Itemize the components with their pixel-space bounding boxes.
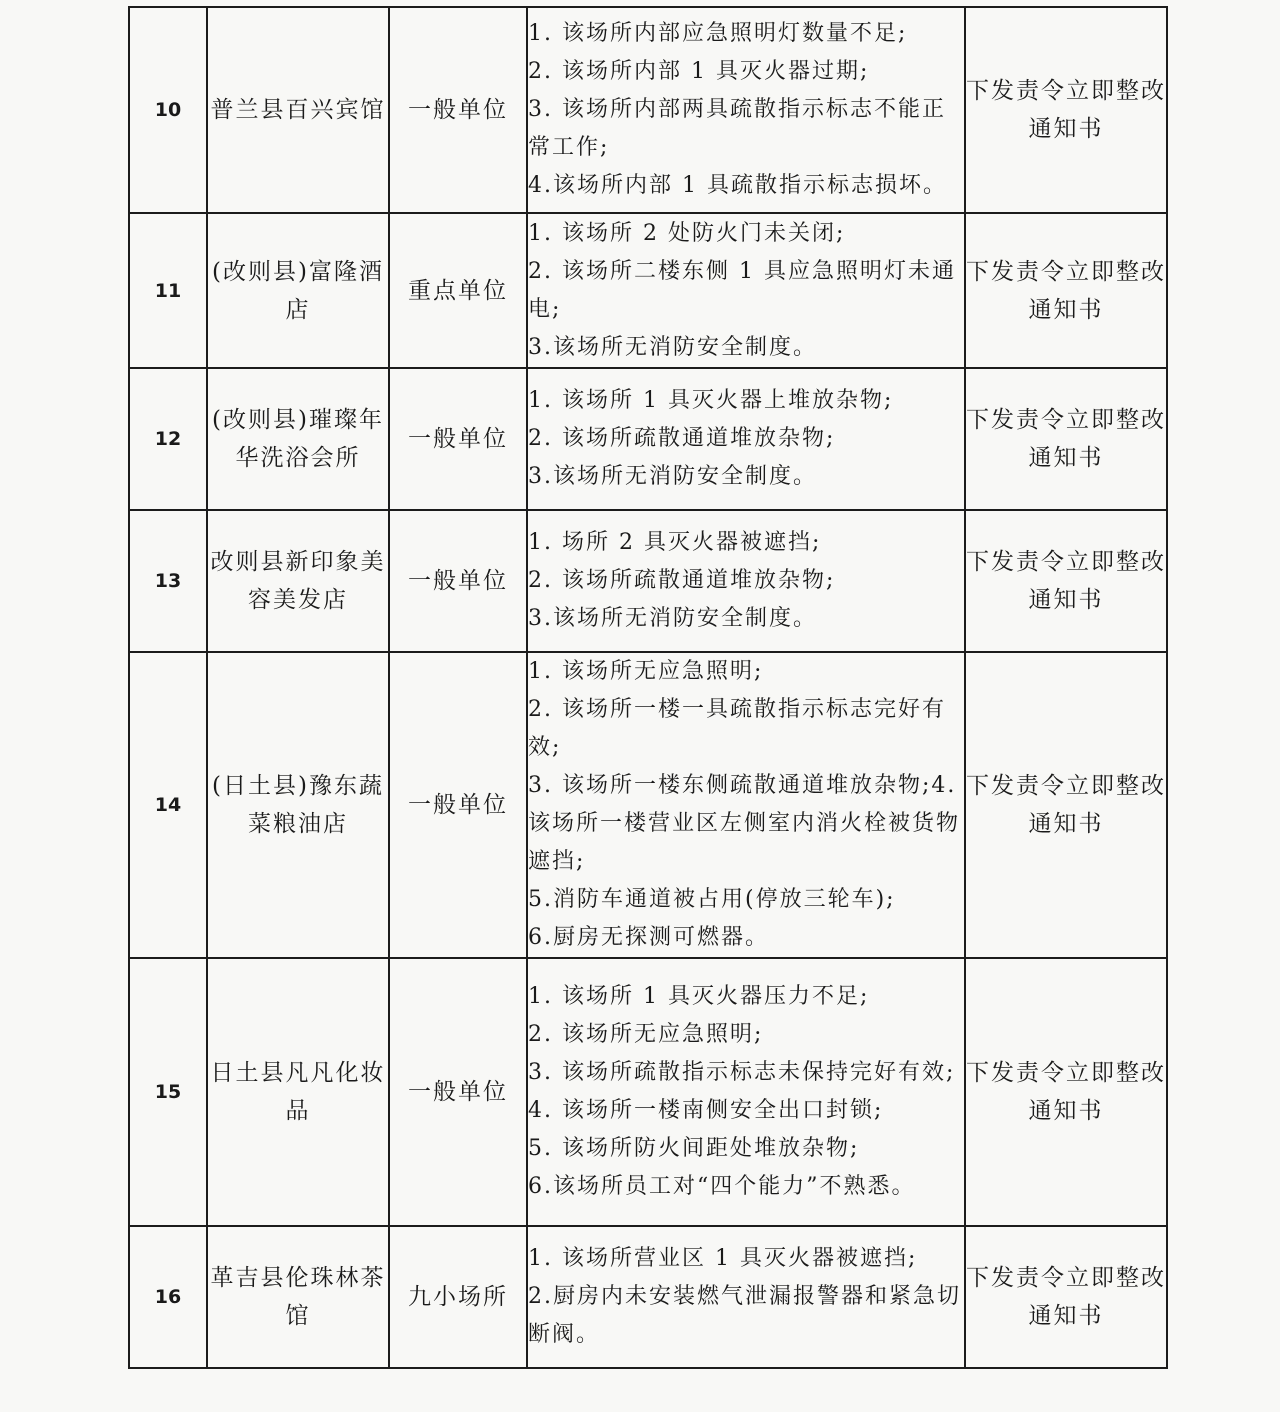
table-row	[129, 368, 1167, 510]
issue-item: 1. 该场所营业区 1 具灭火器被遮挡;	[528, 1246, 918, 1271]
issue-list	[527, 1226, 965, 1368]
issue-item: 4.该场所内部 1 具疏散指示标志损坏。	[528, 173, 947, 198]
row-number: 14	[129, 652, 207, 958]
issue-item: 2. 该场所内部 1 具灭火器过期;	[528, 59, 870, 84]
unit-name: 普兰县百兴宾馆	[207, 7, 389, 213]
issue-item: 2. 该场所无应急照明;	[528, 1022, 764, 1047]
row-number: 13	[129, 510, 207, 652]
unit-type: 一般单位	[389, 7, 527, 213]
action-taken: 下发责令立即整改通知书	[965, 1226, 1167, 1368]
table-row	[129, 7, 1167, 213]
table-row	[129, 1226, 1167, 1368]
table-row	[129, 213, 1167, 368]
issue-item: 2. 该场所疏散通道堆放杂物;	[528, 426, 836, 451]
issue-item: 1. 该场所 1 具灭火器上堆放杂物;	[528, 388, 894, 413]
unit-type: 重点单位	[389, 213, 527, 368]
issue-item: 6.该场所员工对“四个能力”不熟悉。	[528, 1174, 916, 1199]
unit-name: 日土县凡凡化妆品	[207, 958, 389, 1226]
action-taken: 下发责令立即整改通知书	[965, 652, 1167, 958]
unit-type: 一般单位	[389, 958, 527, 1226]
issue-item: 1. 该场所内部应急照明灯数量不足;	[528, 21, 908, 46]
unit-name: (改则县)璀璨年华洗浴会所	[207, 368, 389, 510]
unit-type: 一般单位	[389, 368, 527, 510]
issue-list	[527, 368, 965, 510]
row-number: 15	[129, 958, 207, 1226]
unit-type: 一般单位	[389, 652, 527, 958]
issue-item: 2. 该场所二楼东侧 1 具应急照明灯未通电;	[528, 258, 956, 322]
issue-item: 3.该场所无消防安全制度。	[528, 334, 817, 360]
issue-list	[527, 652, 965, 958]
issue-item: 3.该场所无消防安全制度。	[528, 606, 817, 631]
unit-name: 革吉县伦珠林茶馆	[207, 1226, 389, 1368]
action-taken: 下发责令立即整改通知书	[965, 368, 1167, 510]
row-number: 10	[129, 7, 207, 213]
issue-item: 4. 该场所一楼南侧安全出口封锁;	[528, 1098, 884, 1123]
issue-item: 2. 该场所疏散通道堆放杂物;	[528, 568, 836, 593]
issue-item: 1. 该场所无应急照明;	[528, 659, 764, 684]
issue-item: 3. 该场所疏散指示标志未保持完好有效;	[528, 1060, 956, 1085]
inspection-table	[128, 6, 1168, 1369]
row-number: 12	[129, 368, 207, 510]
unit-name: (日土县)豫东蔬菜粮油店	[207, 652, 389, 958]
unit-name: 改则县新印象美容美发店	[207, 510, 389, 652]
unit-name: (改则县)富隆酒店	[207, 213, 389, 368]
issue-item: 1. 该场所 2 处防火门未关闭;	[528, 220, 846, 246]
issue-item: 1. 该场所 1 具灭火器压力不足;	[528, 984, 870, 1009]
issue-list	[527, 213, 965, 368]
unit-type: 一般单位	[389, 510, 527, 652]
row-number: 11	[129, 213, 207, 368]
issue-item: 1. 场所 2 具灭火器被遮挡;	[528, 530, 822, 555]
action-taken: 下发责令立即整改通知书	[965, 510, 1167, 652]
issue-item: 2.厨房内未安装燃气泄漏报警器和紧急切断阀。	[528, 1284, 961, 1347]
issue-item: 5. 该场所防火间距处堆放杂物;	[528, 1136, 860, 1161]
row-number: 16	[129, 1226, 207, 1368]
issue-list	[527, 510, 965, 652]
issue-item: 3.该场所无消防安全制度。	[528, 464, 817, 489]
issue-item: 5.消防车通道被占用(停放三轮车);	[528, 887, 896, 912]
issue-item: 3. 该场所内部两具疏散指示标志不能正常工作;	[528, 97, 946, 160]
issue-item: 6.厨房无探测可燃器。	[528, 925, 769, 950]
issue-item: 2. 该场所一楼一具疏散指示标志完好有效;	[528, 697, 946, 760]
table-row	[129, 958, 1167, 1226]
action-taken: 下发责令立即整改通知书	[965, 958, 1167, 1226]
action-taken: 下发责令立即整改通知书	[965, 7, 1167, 213]
issue-item: 3. 该场所一楼东侧疏散通道堆放杂物;4.该场所一楼营业区左侧室内消火栓被货物遮挡;	[528, 773, 961, 874]
table-row	[129, 652, 1167, 958]
issue-list	[527, 7, 965, 213]
table-row	[129, 510, 1167, 652]
issue-list	[527, 958, 965, 1226]
table-body	[129, 7, 1167, 1368]
action-taken: 下发责令立即整改通知书	[965, 213, 1167, 368]
unit-type: 九小场所	[389, 1226, 527, 1368]
